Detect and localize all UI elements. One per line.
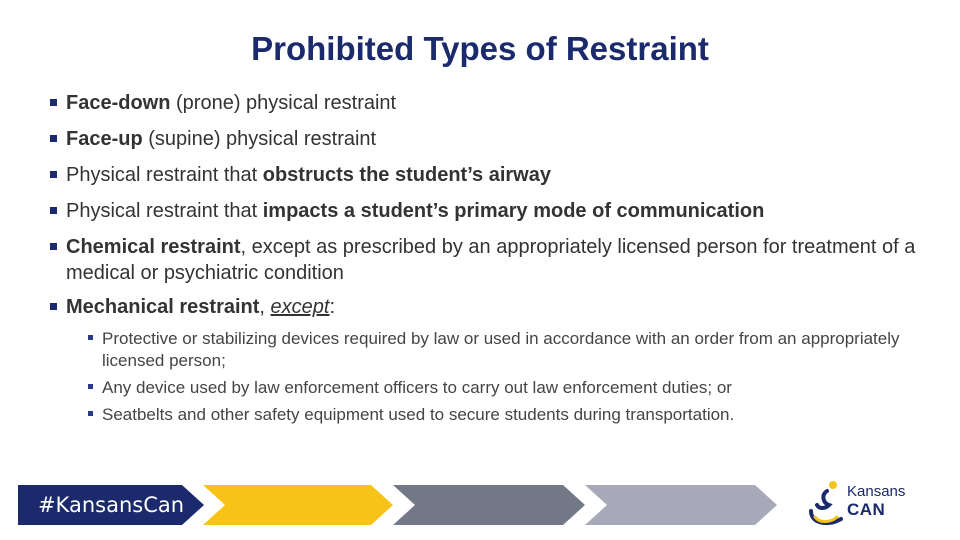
square-bullet-icon [50, 303, 57, 310]
square-bullet-icon [50, 207, 57, 214]
bullet-bold: impacts a student’s primary mode of communication [262, 200, 765, 222]
square-bullet-icon [50, 243, 57, 250]
bullet-text: , except as prescribed by an appropriately licensed person for treatment of a medical or psychiatric condition [66, 236, 916, 284]
footer-arrow-bar [0, 485, 800, 525]
sub-bullet-text: Seatbelts and other safety equipment used to secure students during transportation. [102, 405, 735, 424]
logo-wordmark-top: Kansans [847, 483, 906, 500]
runner-swoosh-icon [805, 475, 849, 531]
bullet-item [48, 90, 928, 116]
sub-bullet-text: Any device used by law enforcement officers to carry out law enforcement duties; or [102, 378, 732, 397]
bullet-bold: Chemical restraint [66, 236, 241, 258]
bullet-text: , [259, 296, 271, 318]
sub-bullet-list [86, 328, 928, 426]
bullet-text: : [329, 296, 336, 318]
bullet-item [48, 198, 928, 224]
bullet-text: Physical restraint that [66, 164, 263, 186]
sub-bullet-item [86, 377, 928, 399]
bullet-text: (prone) physical restraint [170, 92, 397, 114]
footer-segment-slate [393, 485, 585, 525]
bullet-item [48, 294, 928, 426]
sub-bullet-item [86, 404, 928, 426]
square-bullet-icon [50, 171, 57, 178]
sub-bullet-text: Protective or stabilizing devices required by law or used in accordance with an order from an appropriately licensed person; [102, 329, 900, 370]
footer-segment-gold [203, 485, 393, 525]
bullet-list [48, 90, 928, 436]
bullet-item [48, 162, 928, 188]
hashtag-label: #KansansCan [37, 493, 185, 517]
bullet-text: Physical restraint that [66, 200, 263, 222]
bullet-bold: obstructs the student’s airway [262, 164, 551, 186]
square-bullet-icon [50, 99, 57, 106]
bullet-text: (supine) physical restraint [142, 128, 377, 150]
bullet-bold: Face-up [66, 128, 143, 150]
square-bullet-icon [50, 135, 57, 142]
square-bullet-icon [88, 384, 93, 389]
except-emphasis: except [270, 296, 330, 318]
logo-wordmark-bottom: CAN [847, 500, 886, 519]
slide-title: Prohibited Types of Restraint [251, 30, 709, 67]
sub-bullet-item [86, 328, 928, 372]
bullet-bold: Face-down [66, 92, 171, 114]
footer-segment-gray [585, 485, 777, 525]
square-bullet-icon [88, 335, 93, 340]
bullet-item [48, 234, 928, 286]
square-bullet-icon [88, 411, 93, 416]
kansans-can-logo [805, 475, 925, 531]
bullet-item [48, 126, 928, 152]
bullet-bold: Mechanical restraint [66, 296, 260, 318]
